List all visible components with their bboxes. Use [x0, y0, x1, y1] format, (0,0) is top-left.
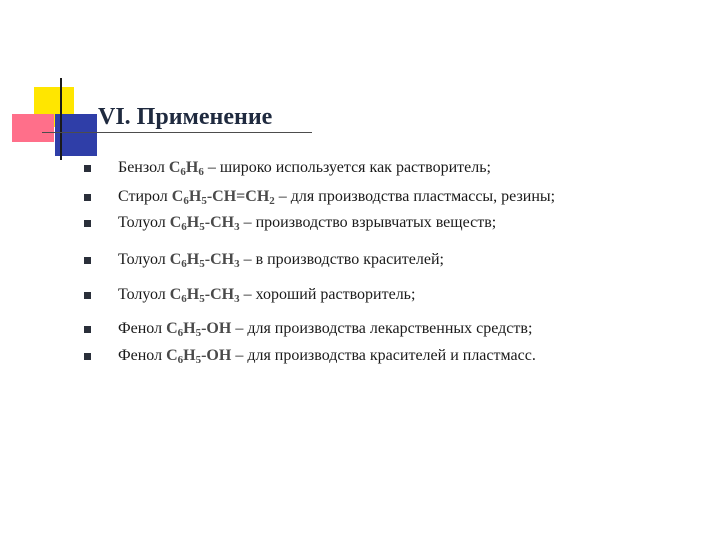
formula-part: H: [185, 159, 199, 176]
slide-title: VI. Применение: [98, 104, 273, 130]
usage-description: – для производства пластмассы, резины;: [278, 188, 556, 205]
formula-part: C: [168, 159, 181, 176]
list-item-text: [118, 186, 555, 212]
formula-subscript: 2: [269, 195, 275, 207]
formula-subscript: 5: [199, 293, 205, 305]
chemical-formula: [166, 347, 231, 364]
list-item-text: [118, 212, 496, 238]
formula-subscript: 3: [234, 293, 240, 305]
formula-subscript: 6: [183, 195, 189, 207]
formula-part: C: [166, 347, 178, 364]
chemical-formula: [172, 188, 275, 205]
formula-part: C: [169, 286, 182, 303]
formula-subscript: 5: [195, 354, 202, 366]
formula-subscript: 5: [195, 327, 202, 339]
formula-part: -CH=CH: [206, 188, 270, 205]
formula-part: C: [169, 251, 182, 268]
bullet-square-icon: [84, 292, 91, 299]
bullet-square-icon: [84, 165, 91, 172]
formula-subscript: 6: [181, 221, 187, 233]
formula-subscript: 3: [234, 221, 240, 233]
chemical-formula: [169, 159, 204, 176]
compound-name: Фенол: [118, 347, 163, 364]
list-item-text: [118, 345, 536, 371]
formula-subscript: 5: [199, 258, 205, 270]
list-item-text: [118, 249, 444, 275]
formula-part: H: [186, 286, 200, 303]
chemical-formula: [166, 320, 231, 337]
formula-part: C: [166, 320, 178, 337]
chemical-formula: [170, 214, 240, 231]
compound-name: Стирол: [118, 188, 168, 205]
formula-part: C: [171, 188, 184, 205]
formula-subscript: 6: [198, 166, 204, 178]
formula-subscript: 6: [180, 166, 186, 178]
formula-part: H: [183, 320, 196, 337]
formula-subscript: 6: [181, 258, 187, 270]
formula-part: -CH: [204, 251, 235, 268]
compound-name: Толуол: [118, 286, 166, 303]
usage-description: – в производство красителей;: [243, 251, 444, 268]
bullet-square-icon: [84, 353, 91, 360]
formula-part: -OH: [201, 320, 232, 337]
formula-part: H: [188, 188, 202, 205]
bullet-square-icon: [84, 257, 91, 264]
compound-name: Бензол: [118, 159, 165, 176]
formula-subscript: 6: [181, 293, 187, 305]
formula-part: C: [169, 214, 182, 231]
formula-subscript: 5: [199, 221, 205, 233]
usage-description: – для производства лекарственных средств;: [235, 320, 533, 337]
formula-subscript: 5: [201, 195, 207, 207]
formula-part: -CH: [204, 286, 235, 303]
bullet-square-icon: [84, 220, 91, 227]
chemical-formula: [170, 286, 240, 303]
formula-subscript: 3: [234, 258, 240, 270]
formula-part: H: [183, 347, 196, 364]
list-item-text: [118, 318, 532, 344]
usage-description: – производство взрывчатых веществ;: [243, 214, 497, 231]
chemical-formula: [170, 251, 240, 268]
compound-name: Толуол: [118, 214, 166, 231]
formula-part: H: [186, 251, 200, 268]
bullet-square-icon: [84, 194, 91, 201]
compound-name: Толуол: [118, 251, 166, 268]
formula-part: -CH: [204, 214, 235, 231]
compound-name: Фенол: [118, 320, 163, 337]
list-item-text: [118, 157, 491, 183]
bullet-square-icon: [84, 326, 91, 333]
usage-description: – широко используется как растворитель;: [207, 159, 491, 176]
formula-part: H: [186, 214, 200, 231]
formula-subscript: 6: [177, 327, 184, 339]
usage-description: – хороший растворитель;: [243, 286, 416, 303]
formula-subscript: 6: [177, 354, 184, 366]
formula-part: -OH: [201, 347, 232, 364]
list-item-text: [118, 284, 415, 310]
usage-description: – для производства красителей и пластмасс.: [235, 347, 536, 364]
